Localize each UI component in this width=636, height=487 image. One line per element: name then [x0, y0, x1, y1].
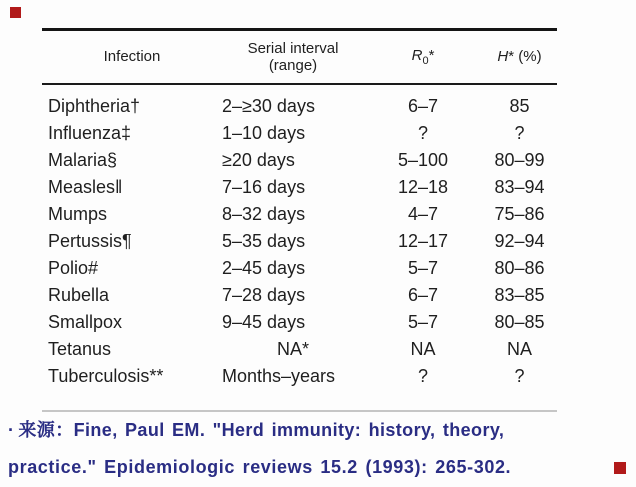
header-row: [42, 30, 557, 85]
table-row: [42, 201, 557, 228]
infection-cell: Polio#: [48, 258, 99, 278]
header-r0-letter: R: [411, 46, 423, 64]
r0-cell: 12–18: [397, 177, 449, 197]
infection-cell: Mumps: [48, 204, 108, 224]
infection-cell: Influenza‡: [48, 123, 132, 143]
h-cell: ?: [514, 123, 525, 143]
r0-cell: ?: [417, 366, 428, 386]
serial-interval-cell: NA*: [276, 339, 309, 359]
header-serial-line1: Serial interval: [247, 39, 339, 57]
h-cell: 92–94: [494, 231, 545, 251]
infection-cell: Rubella: [48, 285, 110, 305]
header-r0: [364, 30, 482, 85]
table-row: [42, 84, 557, 120]
r0-cell: 5–100: [397, 150, 449, 170]
infection-cell: Pertussis¶: [48, 231, 132, 251]
r0-cell: 5–7: [407, 312, 439, 332]
serial-interval-cell: Months–years: [222, 366, 336, 386]
table-body: [42, 84, 557, 390]
h-cell: 80–99: [494, 150, 545, 170]
infection-cell: Tetanus: [48, 339, 112, 359]
infection-cell: Tuberculosis**: [48, 366, 164, 386]
r0-cell: 6–7: [407, 96, 439, 116]
infection-cell: Malaria§: [48, 150, 118, 170]
citation-line2: practice." Epidemiologic reviews 15.2 (1993): 265-302.: [8, 457, 512, 477]
table-row: [42, 336, 557, 363]
header-h-star-pct: * (%): [508, 48, 542, 66]
citation-line1-text: Fine, Paul EM. "Herd immunity: history, theory,: [73, 420, 505, 440]
table-row: [42, 255, 557, 282]
serial-interval-cell: 1–10 days: [222, 123, 306, 143]
header-serial-line2: (range): [268, 57, 318, 74]
serial-interval-cell: 2–≥30 days: [222, 96, 315, 116]
infection-cell: Diphtheria†: [48, 96, 141, 116]
serial-interval-cell: ≥20 days: [222, 150, 295, 170]
infection-cell: Measles‖: [48, 177, 123, 197]
header-h: [482, 30, 557, 85]
serial-interval-cell: 7–28 days: [222, 285, 306, 305]
serial-interval-cell: 7–16 days: [222, 177, 306, 197]
citation: [8, 412, 632, 486]
r0-cell: ?: [417, 123, 428, 143]
h-cell: 75–86: [494, 204, 545, 224]
h-cell: 83–85: [494, 285, 545, 305]
herd-immunity-table: [42, 28, 557, 390]
corner-marker-top-left: [10, 7, 21, 18]
citation-bullet: ·: [8, 420, 15, 440]
h-cell: ?: [514, 366, 525, 386]
infection-data-table: [42, 28, 557, 390]
r0-cell: 5–7: [407, 258, 439, 278]
table-row: [42, 174, 557, 201]
r0-cell: NA: [410, 339, 436, 359]
h-cell: 80–86: [494, 258, 545, 278]
serial-interval-cell: 8–32 days: [222, 204, 306, 224]
r0-cell: 4–7: [407, 204, 439, 224]
serial-interval-cell: 9–45 days: [222, 312, 306, 332]
r0-cell: 12–17: [397, 231, 449, 251]
table-row: [42, 309, 557, 336]
r0-cell: 6–7: [407, 285, 439, 305]
header-h-letter: H: [497, 48, 509, 66]
h-cell: NA: [506, 339, 532, 359]
table-row: [42, 228, 557, 255]
serial-interval-cell: 5–35 days: [222, 231, 306, 251]
header-infection: Infection: [42, 30, 222, 85]
h-cell: 85: [509, 96, 530, 116]
h-cell: 83–94: [494, 177, 545, 197]
citation-line1: [8, 412, 632, 449]
header-r0-subscript: 0: [422, 54, 429, 67]
table-row: [42, 120, 557, 147]
serial-interval-cell: 2–45 days: [222, 258, 306, 278]
citation-source-label: 来源：: [18, 420, 74, 440]
header-serial-interval: [222, 30, 364, 85]
infection-cell: Smallpox: [48, 312, 123, 332]
header-r0-star: *: [428, 46, 435, 64]
h-cell: 80–85: [494, 312, 545, 332]
table-header: [42, 30, 557, 85]
table-row: [42, 147, 557, 174]
table-row: [42, 363, 557, 390]
table-row: [42, 282, 557, 309]
